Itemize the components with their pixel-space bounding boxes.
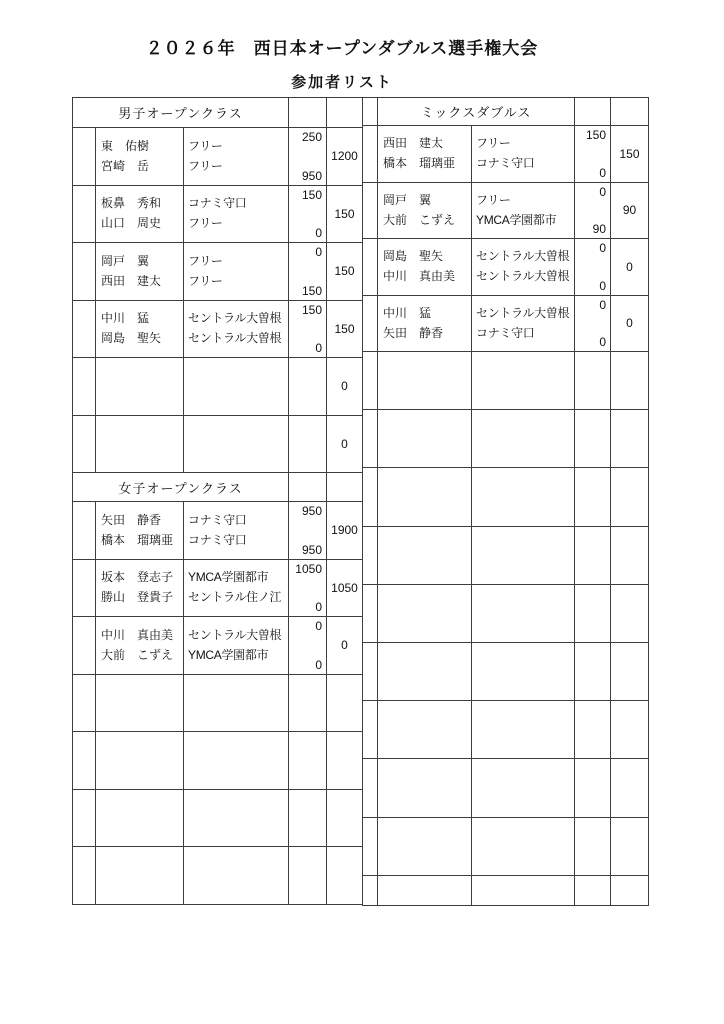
pair-row (362, 296, 649, 353)
player1-points: 150 (301, 302, 322, 317)
pair-total-cell (611, 126, 649, 183)
pair-total: 90 (622, 203, 637, 218)
player-clubs-cell (184, 301, 289, 359)
player1-club: YMCA学園都市 (188, 570, 269, 585)
player2-name: 矢田 静香 (383, 325, 444, 340)
pair-total: 0 (626, 259, 633, 274)
men-section-header-row (73, 98, 363, 128)
player-names-cell (96, 243, 184, 301)
player2-club: セントラル住ノ江 (188, 590, 282, 605)
player-names-cell (378, 468, 472, 526)
empty-row (362, 818, 649, 876)
pair-total-cell (327, 790, 363, 848)
player2-club: セントラル大曽根 (188, 331, 282, 346)
points-cell (575, 410, 611, 468)
empty-row (362, 701, 649, 759)
player2-club: フリー (188, 158, 223, 173)
player-clubs-cell (472, 126, 575, 183)
row-index-cell (73, 790, 96, 848)
player-names-cell (96, 186, 184, 244)
player-names-cell (378, 585, 472, 643)
player1-club: セントラル大曽根 (476, 305, 570, 320)
player-clubs-cell (472, 183, 575, 240)
player-names-cell (96, 301, 184, 359)
empty-row (362, 527, 649, 585)
player-names-cell (378, 352, 472, 410)
player2-points: 0 (315, 600, 322, 614)
player-names-cell (378, 183, 472, 240)
page-title: ２０２６年 西日本オープンダブルス選手権大会 (145, 39, 539, 58)
row-index-cell (362, 818, 378, 876)
player2-club: YMCA学園都市 (188, 647, 269, 662)
player-clubs-cell (184, 128, 289, 186)
empty-row (362, 410, 649, 468)
pair-total-cell (611, 759, 649, 817)
pair-total: 1050 (331, 580, 358, 595)
header-total-cell (327, 473, 363, 502)
row-index-cell (73, 128, 96, 186)
player1-points: 0 (315, 245, 322, 259)
player1-name: 坂本 登志子 (101, 570, 174, 585)
header-points-cell (289, 98, 327, 128)
pair-total-cell (327, 847, 363, 905)
player-names-cell (96, 790, 184, 848)
row-index-cell (362, 527, 378, 585)
player2-name: 西田 建太 (101, 273, 162, 288)
mixed-section-title: ミックスダブルス (378, 98, 575, 126)
left-table (72, 97, 363, 905)
player-clubs-cell (184, 186, 289, 244)
player-names-cell (378, 876, 472, 907)
points-cell (575, 701, 611, 759)
player1-name: 岡島 聖矢 (383, 249, 444, 264)
points-cell (289, 186, 327, 244)
player-names-cell (378, 818, 472, 876)
points-cell (289, 732, 327, 790)
player-names-cell (378, 643, 472, 701)
pair-total: 1900 (331, 523, 358, 538)
points-cell (575, 759, 611, 817)
pair-total-cell (611, 701, 649, 759)
player1-club: フリー (476, 136, 511, 151)
pair-total: 0 (341, 379, 348, 394)
points-cell (575, 296, 611, 353)
pair-total-cell (611, 585, 649, 643)
points-cell (289, 675, 327, 733)
player-names-cell (96, 732, 184, 790)
player1-points: 0 (599, 241, 606, 255)
player1-name: 西田 建太 (383, 136, 444, 151)
header-total-cell (611, 98, 649, 126)
pair-row (73, 358, 363, 416)
page-subtitle: 参加者リスト (291, 74, 393, 91)
player-names-cell (96, 502, 184, 560)
empty-row (362, 643, 649, 701)
player2-name: 宮崎 岳 (101, 158, 150, 173)
player-clubs-cell (472, 296, 575, 353)
points-cell (575, 643, 611, 701)
women-section-header-row (73, 473, 363, 502)
player-names-cell (96, 847, 184, 905)
row-index-cell (73, 186, 96, 244)
player2-points: 90 (592, 222, 606, 236)
player-clubs-cell (184, 790, 289, 848)
player1-points: 0 (315, 619, 322, 633)
player-clubs-cell (184, 358, 289, 416)
men-section-title: 男子オープンクラス (73, 98, 289, 128)
row-index-cell (362, 701, 378, 759)
points-cell (575, 818, 611, 876)
row-index-cell (362, 468, 378, 526)
pair-total: 150 (619, 146, 640, 161)
row-index-cell (362, 410, 378, 468)
points-cell (289, 243, 327, 301)
row-index-cell (362, 183, 378, 240)
points-cell (575, 527, 611, 585)
pair-row (73, 128, 363, 186)
pair-total-cell (611, 876, 649, 907)
player1-name: 中川 真由美 (101, 627, 174, 642)
player2-club: YMCA学園都市 (476, 212, 557, 227)
empty-row (362, 352, 649, 410)
player2-points: 950 (301, 542, 322, 557)
player2-club: コナミ守口 (188, 532, 247, 547)
pair-total: 0 (341, 436, 348, 451)
header-gap-cell (362, 98, 378, 126)
pair-row (362, 126, 649, 183)
points-cell (575, 239, 611, 296)
player2-name: 山口 周史 (101, 216, 162, 231)
pair-row (362, 239, 649, 296)
empty-row (73, 732, 363, 790)
player-clubs-cell (184, 243, 289, 301)
pair-row (73, 617, 363, 675)
player2-points: 0 (315, 341, 322, 355)
player1-name: 岡戸 翼 (101, 253, 150, 268)
player-names-cell (96, 416, 184, 474)
player-names-cell (378, 126, 472, 183)
player2-name: 橋本 瑠璃亜 (383, 156, 456, 171)
row-index-cell (73, 502, 96, 560)
player1-points: 1050 (295, 561, 322, 576)
mixed-rows (362, 126, 649, 352)
empty-row (362, 759, 649, 817)
empty-row (362, 585, 649, 643)
player-clubs-cell (184, 416, 289, 474)
pair-total-cell (327, 502, 363, 560)
player-clubs-cell (184, 617, 289, 675)
player2-points: 150 (301, 283, 322, 298)
empty-row (73, 675, 363, 733)
player1-name: 東 佑樹 (101, 138, 150, 153)
pair-total-cell (327, 560, 363, 618)
player2-club: フリー (188, 216, 223, 231)
empty-row (73, 790, 363, 848)
row-index-cell (362, 643, 378, 701)
points-cell (289, 502, 327, 560)
player2-points: 950 (301, 168, 322, 183)
player1-name: 中川 猛 (101, 311, 150, 326)
player2-points: 0 (315, 226, 322, 240)
points-cell (289, 617, 327, 675)
player1-club: コナミ守口 (188, 196, 247, 211)
row-index-cell (362, 296, 378, 353)
pair-row (73, 560, 363, 618)
pair-total-cell (611, 410, 649, 468)
pair-total-cell (611, 352, 649, 410)
pair-row (73, 301, 363, 359)
player-clubs-cell (472, 818, 575, 876)
row-index-cell (73, 675, 96, 733)
pair-total-cell (327, 301, 363, 359)
header-total-cell (327, 98, 363, 128)
row-index-cell (362, 239, 378, 296)
player-names-cell (96, 675, 184, 733)
player-names-cell (96, 560, 184, 618)
player-clubs-cell (184, 502, 289, 560)
player-names-cell (96, 128, 184, 186)
row-index-cell (73, 847, 96, 905)
row-index-cell (73, 617, 96, 675)
pair-total-cell (327, 732, 363, 790)
player1-name: 中川 猛 (383, 305, 432, 320)
player-names-cell (96, 617, 184, 675)
pair-total-cell (327, 128, 363, 186)
player1-points: 0 (599, 297, 606, 312)
player-clubs-cell (472, 643, 575, 701)
player-clubs-cell (184, 675, 289, 733)
women-rows (73, 502, 363, 675)
player1-name: 板鼻 秀和 (101, 196, 162, 211)
women-section-title: 女子オープンクラス (73, 473, 289, 502)
pair-row (73, 186, 363, 244)
points-cell (289, 560, 327, 618)
player1-club: フリー (188, 253, 223, 268)
points-cell (575, 585, 611, 643)
pair-total: 0 (626, 316, 633, 331)
points-cell (289, 416, 327, 474)
pair-total-cell (327, 243, 363, 301)
player2-club: セントラル大曽根 (476, 269, 570, 284)
player-names-cell (378, 527, 472, 585)
pair-total-cell (327, 186, 363, 244)
player-clubs-cell (184, 732, 289, 790)
pair-row (73, 502, 363, 560)
pair-total-cell (327, 358, 363, 416)
points-cell (575, 126, 611, 183)
empty-row (73, 847, 363, 905)
player-clubs-cell (472, 410, 575, 468)
right-table (362, 97, 649, 906)
row-index-cell (362, 585, 378, 643)
men-rows (73, 128, 363, 473)
row-index-cell (362, 126, 378, 183)
player1-club: セントラル大曽根 (476, 249, 570, 264)
player2-points: 0 (599, 278, 606, 293)
points-cell (289, 301, 327, 359)
pair-row (73, 243, 363, 301)
row-index-cell (362, 352, 378, 410)
player-clubs-cell (472, 239, 575, 296)
pair-row (362, 183, 649, 240)
pair-total: 0 (341, 638, 348, 653)
player2-points: 0 (599, 335, 606, 349)
points-cell (289, 847, 327, 905)
pair-total-cell (611, 239, 649, 296)
points-cell (575, 468, 611, 526)
pair-total-cell (327, 675, 363, 733)
points-cell (575, 352, 611, 410)
player2-name: 大前 こずえ (383, 212, 456, 227)
mixed-section-header-row (362, 98, 649, 126)
row-index-cell (73, 358, 96, 416)
player1-points: 150 (585, 128, 606, 142)
player1-points: 150 (301, 187, 322, 202)
player2-club: コナミ守口 (476, 156, 535, 171)
player-names-cell (378, 759, 472, 817)
pair-total-cell (611, 468, 649, 526)
pair-total-cell (611, 183, 649, 240)
header-points-cell (575, 98, 611, 126)
points-cell (289, 128, 327, 186)
pair-total: 1200 (331, 149, 358, 164)
player1-points: 250 (301, 130, 322, 144)
points-cell (289, 790, 327, 848)
pair-total: 150 (334, 321, 355, 336)
pair-total-cell (327, 617, 363, 675)
player2-points: 0 (599, 165, 606, 180)
player-clubs-cell (472, 527, 575, 585)
player-names-cell (96, 358, 184, 416)
player2-points: 0 (315, 657, 322, 672)
player-clubs-cell (472, 701, 575, 759)
player-clubs-cell (472, 585, 575, 643)
player-names-cell (378, 701, 472, 759)
player2-name: 中川 真由美 (383, 269, 456, 284)
player1-club: フリー (476, 192, 511, 207)
points-cell (575, 876, 611, 907)
pair-total-cell (327, 416, 363, 474)
player1-club: フリー (188, 138, 223, 153)
player-names-cell (378, 410, 472, 468)
player-names-cell (378, 296, 472, 353)
row-index-cell (73, 732, 96, 790)
pair-row (73, 416, 363, 474)
player-clubs-cell (472, 468, 575, 526)
player-names-cell (378, 239, 472, 296)
pair-total-cell (611, 527, 649, 585)
player2-name: 大前 こずえ (101, 647, 174, 662)
player1-club: セントラル大曽根 (188, 627, 282, 642)
row-index-cell (73, 243, 96, 301)
player1-name: 岡戸 翼 (383, 192, 432, 207)
player-clubs-cell (184, 847, 289, 905)
player1-points: 0 (599, 184, 606, 199)
row-index-cell (362, 876, 378, 907)
row-index-cell (73, 301, 96, 359)
player1-name: 矢田 静香 (101, 512, 162, 527)
row-index-cell (362, 759, 378, 817)
points-cell (575, 183, 611, 240)
player2-name: 橋本 瑠璃亜 (101, 532, 174, 547)
empty-row (362, 468, 649, 526)
pair-total-cell (611, 296, 649, 353)
player1-club: セントラル大曽根 (188, 311, 282, 326)
player1-points: 950 (301, 504, 322, 518)
player2-name: 岡島 聖矢 (101, 331, 162, 346)
row-index-cell (73, 416, 96, 474)
player2-club: コナミ守口 (476, 325, 535, 340)
empty-row-short (362, 876, 649, 907)
pair-total: 150 (334, 206, 355, 221)
pair-total-cell (611, 818, 649, 876)
player-clubs-cell (184, 560, 289, 618)
pair-total: 150 (334, 264, 355, 279)
row-index-cell (73, 560, 96, 618)
player-clubs-cell (472, 759, 575, 817)
pair-total-cell (611, 643, 649, 701)
player2-name: 勝山 登貴子 (101, 590, 174, 605)
header-points-cell (289, 473, 327, 502)
player1-club: コナミ守口 (188, 512, 247, 527)
player-clubs-cell (472, 876, 575, 907)
player2-club: フリー (188, 273, 223, 288)
player-clubs-cell (472, 352, 575, 410)
points-cell (289, 358, 327, 416)
